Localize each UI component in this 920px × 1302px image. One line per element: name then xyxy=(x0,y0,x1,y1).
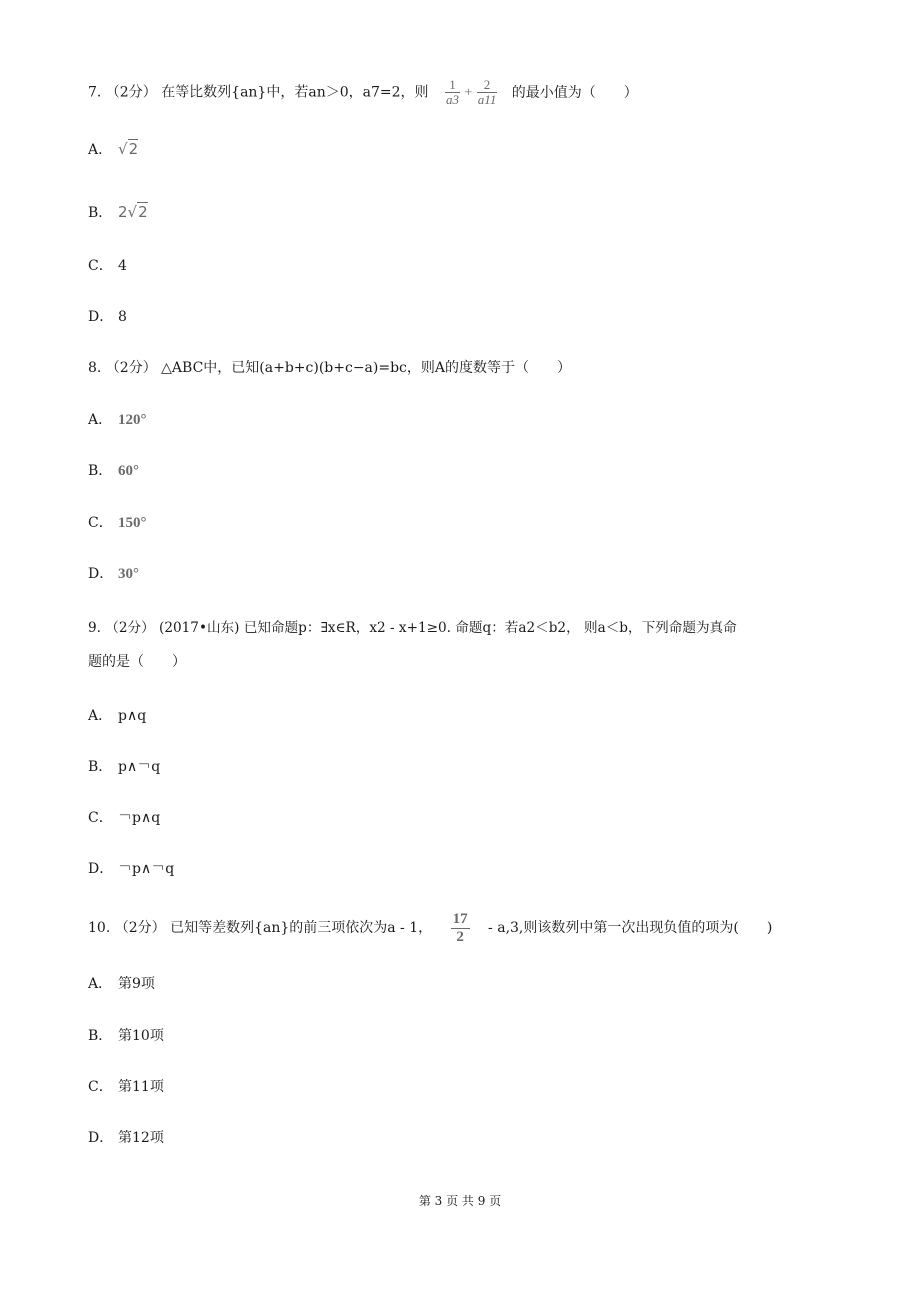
q8-option-a: A． 120° xyxy=(88,412,147,428)
question-9-stem-line2: 题的是（ ） xyxy=(88,654,186,670)
q9-option-c: C． ￢p∧q xyxy=(88,810,161,826)
sqrt-icon: √2 xyxy=(118,140,139,158)
q9-option-d: D． ￢p∧￢q xyxy=(88,861,175,877)
fraction-2-over-a11: $\frac{2}{a11}$ xyxy=(477,77,497,107)
question-7-text-pre: 7. （2分） 在等比数列{an}中，若an＞0，a7=2，则 xyxy=(88,84,429,101)
plus-sign: + xyxy=(464,85,473,101)
question-10-text-pre: 10. （2分） 已知等差数列{an}的前三项依次为a - 1， xyxy=(88,920,433,936)
q8-option-d: D． 30° xyxy=(88,566,139,582)
q8-option-c: C． 150° xyxy=(88,515,147,531)
question-7-text-post: 的最小值为（ ） xyxy=(511,84,638,101)
q9-option-a: A． p∧q xyxy=(88,708,147,724)
q10-option-a: A． 第9项 xyxy=(88,976,155,992)
question-8-stem: 8. （2分） △ABC中，已知(a+b+c)(b+c−a)=bc，则A的度数等于（ ） xyxy=(88,360,572,376)
q9-option-b: B． p∧￢q xyxy=(88,759,161,775)
q7-option-d: D． 8 xyxy=(88,309,127,325)
q10-option-d: D． 第12项 xyxy=(88,1130,164,1146)
question-10-text-post: - a,3,则该数列中第一次出现负值的项为( ) xyxy=(488,920,773,936)
question-9-stem-line1: 9. （2分） (2017•山东) 已知命题p：∃x∈R，x2 - x+1≥0. 命题q：若a2＜b2， 则a＜b，下列命题为真命 xyxy=(88,620,737,636)
question-10-stem xyxy=(88,908,772,948)
q10-option-b: B． 第10项 xyxy=(88,1028,164,1044)
q7-option-b: B． 2√2 xyxy=(88,203,148,221)
sqrt-icon: 2√2 xyxy=(118,203,148,221)
q10-option-c: C． 第11项 xyxy=(88,1079,164,1095)
fraction-1-over-a3: $\frac{1}{a3}$ xyxy=(445,77,459,107)
question-7-stem xyxy=(88,78,638,107)
q7-option-c: C． 4 xyxy=(88,258,127,274)
page-footer: 第 3 页 共 9 页 xyxy=(418,1194,502,1208)
q8-option-b: B． 60° xyxy=(88,463,139,479)
fraction-17-over-2: $\frac{17}{2}$ xyxy=(452,910,468,945)
q7-option-a: A． √2 xyxy=(88,140,139,158)
